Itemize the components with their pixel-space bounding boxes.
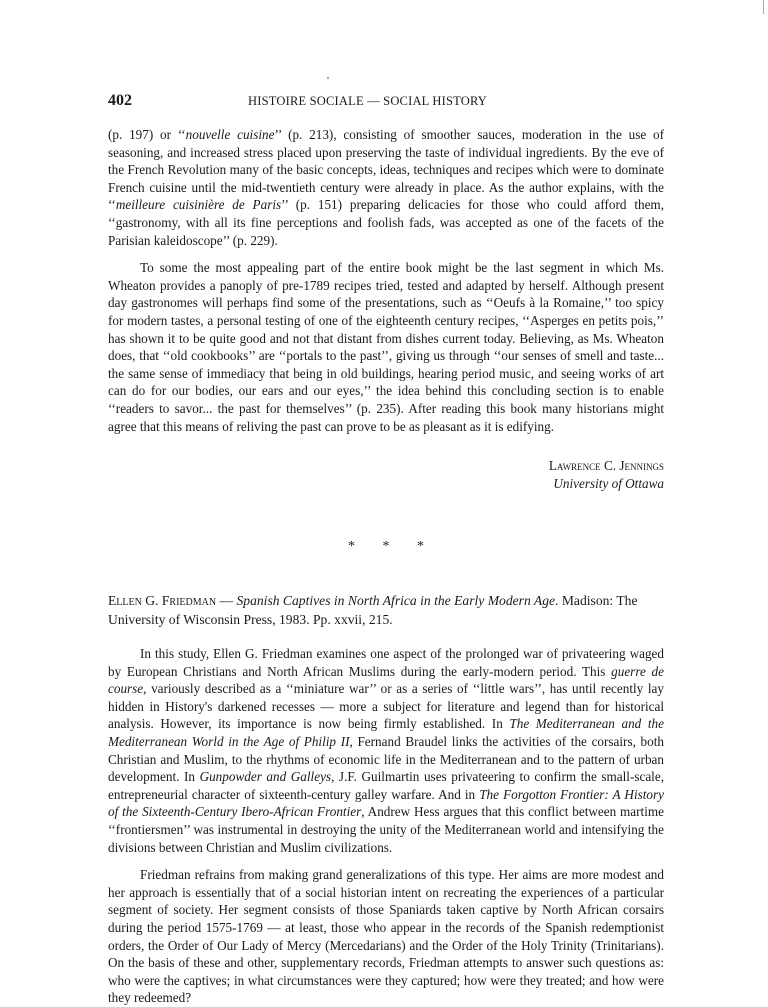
citation-dash: — xyxy=(216,593,237,609)
review1-paragraph-2: To some the most appealing part of the entire book might be the last segment in which Ms. Wheaton provides a panoply of pre-1789 recipes tried, tested and adapted by herself. Although present day gastronomes will perhaps find some of the presentations, such as ‘‘Oeufs à la Romaine,’’ too spicy for modern tastes, a personal testing of one of the eighteenth century recipes, ‘‘Asperges en petits pois,’’ has shown it to be quite good and not that distant from dishes current today. Believing, as Ms. Wheaton does, that ‘‘old cookbooks’’ are ‘‘portals to the past’’, giving us through ‘‘our senses of smell and taste... the same sense of immediacy that being in old buildings, hearing period music, and seeing works of art can do for our bodies, our ears and our eyes,’’ the idea behind this concluding section is to enable ‘‘readers to savor... the past for themselves’’ (p. 235). After reading this book many historians might agree that this means of reliving the past can prove to be as pleasant as it is edifying. xyxy=(108,260,664,434)
text-run: , variously described as a ‘‘miniature war’’ or as a series of ‘‘little wars’’, has until recently lay hidden in History's darkened recesses — more a subject for literature and legend than for historical analysis. However, its importance is now being firmly established. In xyxy=(108,681,664,732)
text-run: , J.F. Guilmartin uses privateering to confirm the small-scale, entrepreneurial character of sixteenth-century galley warfare. And in xyxy=(108,769,664,802)
journal-title: HISTOIRE SOCIALE — SOCIAL HISTORY xyxy=(248,94,488,108)
review1-paragraph-1 xyxy=(108,126,664,249)
reviewer-name: Lawrence C. Jennings xyxy=(548,458,664,474)
scan-edge-mark xyxy=(763,0,764,14)
page-number: 402 xyxy=(108,92,132,109)
text-run: ’’ (p. 213), consisting of smoother sauces, moderation in the use of seasoning, and increased stress placed upon preserving the taste of individual ingredients. By the eve of the French Revolution many of the basic concepts, ideas, techniques and recipes which were to dominate French cuisine until the mid-twentieth century were already in place. As the author explains, with the ‘‘ xyxy=(108,127,664,213)
citation-publication: . Madison: The University of Wisconsin Press, 1983. Pp. xxvii, 215. xyxy=(108,593,638,628)
running-head xyxy=(108,92,664,114)
document-page xyxy=(108,92,664,1007)
citation-title: Spanish Captives in North Africa in the Early Modern Age xyxy=(236,593,556,609)
book-citation xyxy=(108,591,664,629)
italic-term: guerre de course xyxy=(108,663,664,697)
reviewer-signature xyxy=(108,457,664,493)
book-title: The Mediterranean and the Mediterranean World in the Age of Philip II xyxy=(108,716,664,750)
italic-term: nouvelle cuisine xyxy=(185,127,275,142)
reviewer-affiliation: University of Ottawa xyxy=(553,476,664,492)
italic-term: meilleure cuisinière de Paris xyxy=(115,197,282,213)
text-run: In this study, Ellen G. Friedman examines one aspect of the prolonged war of privateering waged by European Christians and North African Muslims during the early-modern period. This xyxy=(108,646,664,679)
text-run: (p. 197) or ‘‘ xyxy=(108,127,186,142)
text-run: , Andrew Hess argues that this conflict between martime ‘‘frontiersmen’’ was instrumental in destroying the unity of the Mediterranean world and intensifying the divisions between Christian and Muslim civilizations. xyxy=(108,804,664,855)
scan-speck xyxy=(327,77,329,79)
text-run: ’’ (p. 151) preparing delicacies for those who could afford them, ‘‘gastronomy, with all its fine perceptions and foolish fads, was accepted as one of the facets of the Parisian kaleidoscope’’ (p. 229). xyxy=(108,197,664,248)
book-title: Gunpowder and Galleys xyxy=(199,769,332,785)
citation-author: Ellen G. Friedman xyxy=(108,593,217,609)
text-run: , Fernand Braudel links the activities of the corsairs, both Christian and Muslim, to the rhythms of economic life in the Mediterranean and to the pattern of urban development. In xyxy=(108,734,664,785)
book-title: The Forgotton Frontier: A History of the Sixteenth-Century Ibero-African Frontier xyxy=(108,786,664,820)
review2-paragraph-1 xyxy=(108,645,664,856)
review2-paragraph-2: Friedman refrains from making grand generalizations of this type. Her aims are more modest and her approach is essentially that of a social historian intent on recreating the experiences of a particular segment of society. Her segment consists of those Spaniards taken captive by North African corsairs during the period 1575-1769 — at least, those who appear in the records of the Spanish redemptionist orders, the Order of Our Lady of Mercy (Mercedarians) and the Order of the Holy Trinity (Trinitarians). On the basis of these and other, supplementary records, Friedman attempts to answer such questions as: who were the captives; in what circumstances were they captured; how were they treated; and how were they redeemed? xyxy=(108,867,664,1006)
section-divider: * * * xyxy=(348,539,436,555)
